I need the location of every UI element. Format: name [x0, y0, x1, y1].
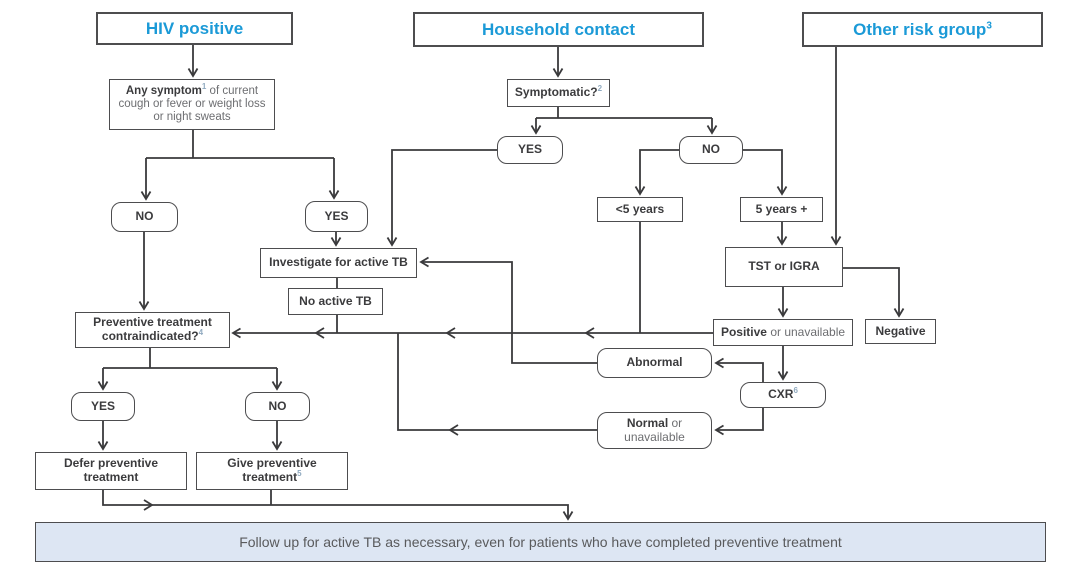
node-under-5-years	[597, 197, 683, 222]
node-5-years-plus	[740, 197, 823, 222]
node-hiv-no-label: NO	[135, 209, 154, 224]
node-cxr-label: CXR$^6$	[768, 386, 798, 402]
node-under-5-years-label: <5 years	[615, 201, 665, 216]
node-household-yes-label: YES	[517, 142, 542, 157]
node-household-no-label: NO	[702, 142, 720, 157]
header-household-contact	[413, 12, 704, 47]
edge-defer-to-footer	[103, 490, 568, 519]
node-symptomatic-label: Symptomatic?$^2$	[514, 84, 603, 100]
edge-cxr-to-abnormal	[716, 363, 763, 382]
node-investigate-active-tb-label: Investigate for active TB	[269, 255, 408, 270]
node-negative	[865, 319, 936, 344]
node-hiv-yes	[305, 201, 368, 232]
header-other-risk-group	[802, 12, 1043, 47]
header-hiv-positive	[96, 12, 293, 45]
node-contra-yes-label: YES	[90, 398, 115, 413]
node-contra-no-label: NO	[268, 398, 287, 413]
node-positive-or-unavailable	[713, 319, 853, 346]
header-hiv-positive-label: HIV positive	[145, 18, 244, 38]
edge-normal-merge	[398, 333, 597, 430]
node-any-symptom	[109, 79, 275, 130]
edge-contraindicated-split	[103, 348, 277, 368]
node-household-yes	[497, 136, 563, 164]
node-no-active-tb	[288, 288, 383, 315]
node-normal-or-unavailable	[597, 412, 712, 449]
edge-tst-to-negative	[843, 268, 899, 316]
node-abnormal	[597, 348, 712, 378]
edge-hhno-to-under5	[640, 150, 679, 194]
edge-symptomatic-split	[536, 107, 712, 118]
node-contra-no	[245, 392, 310, 421]
footer-follow-up-text: Follow up for active TB as necessary, even for patients who have completed preventive treatment	[239, 534, 842, 550]
node-abnormal-label: Abnormal	[626, 355, 683, 370]
node-investigate-active-tb	[260, 248, 417, 278]
node-symptomatic	[507, 79, 610, 107]
node-defer-treatment	[35, 452, 187, 490]
node-preventive-contraindicated-label: Preventive treatment contraindicated?$^4$	[93, 315, 212, 343]
node-hiv-yes-label: YES	[324, 208, 349, 223]
node-tst-or-igra-label: TST or IGRA	[748, 259, 820, 274]
node-5-years-plus-label: 5 years +	[755, 201, 808, 216]
node-no-active-tb-label: No active TB	[299, 293, 372, 308]
node-defer-treatment-label: Defer preventive treatment	[63, 456, 159, 484]
header-household-contact-label: Household contact	[481, 19, 635, 39]
node-negative-label: Negative	[875, 323, 926, 338]
node-household-no	[679, 136, 743, 164]
node-hiv-no	[111, 202, 178, 232]
edge-symptom-split	[146, 130, 334, 158]
edge-cxr-to-normal	[716, 407, 763, 430]
edge-hhno-to-over5	[743, 150, 782, 194]
node-contra-yes	[71, 392, 135, 421]
node-cxr	[740, 382, 826, 408]
node-any-symptom-label: Any symptom$^1$ of current cough or fever or weight loss or night sweats	[118, 81, 266, 124]
edge-abnormal-to-investigate	[421, 262, 597, 363]
node-give-treatment	[196, 452, 348, 490]
node-preventive-contraindicated	[75, 312, 230, 348]
header-other-risk-group-label: Other risk group$^3$	[853, 19, 992, 39]
node-tst-or-igra	[725, 247, 843, 287]
footer-follow-up-bar	[35, 522, 1046, 562]
edge-hhyes-to-investigate	[392, 150, 497, 245]
node-give-treatment-label: Give preventive treatment$^5$	[227, 456, 317, 484]
node-positive-or-unavailable-label: Positive or unavailable	[720, 324, 846, 339]
node-normal-or-unavailable-label: Normal or unavailable	[624, 415, 685, 444]
